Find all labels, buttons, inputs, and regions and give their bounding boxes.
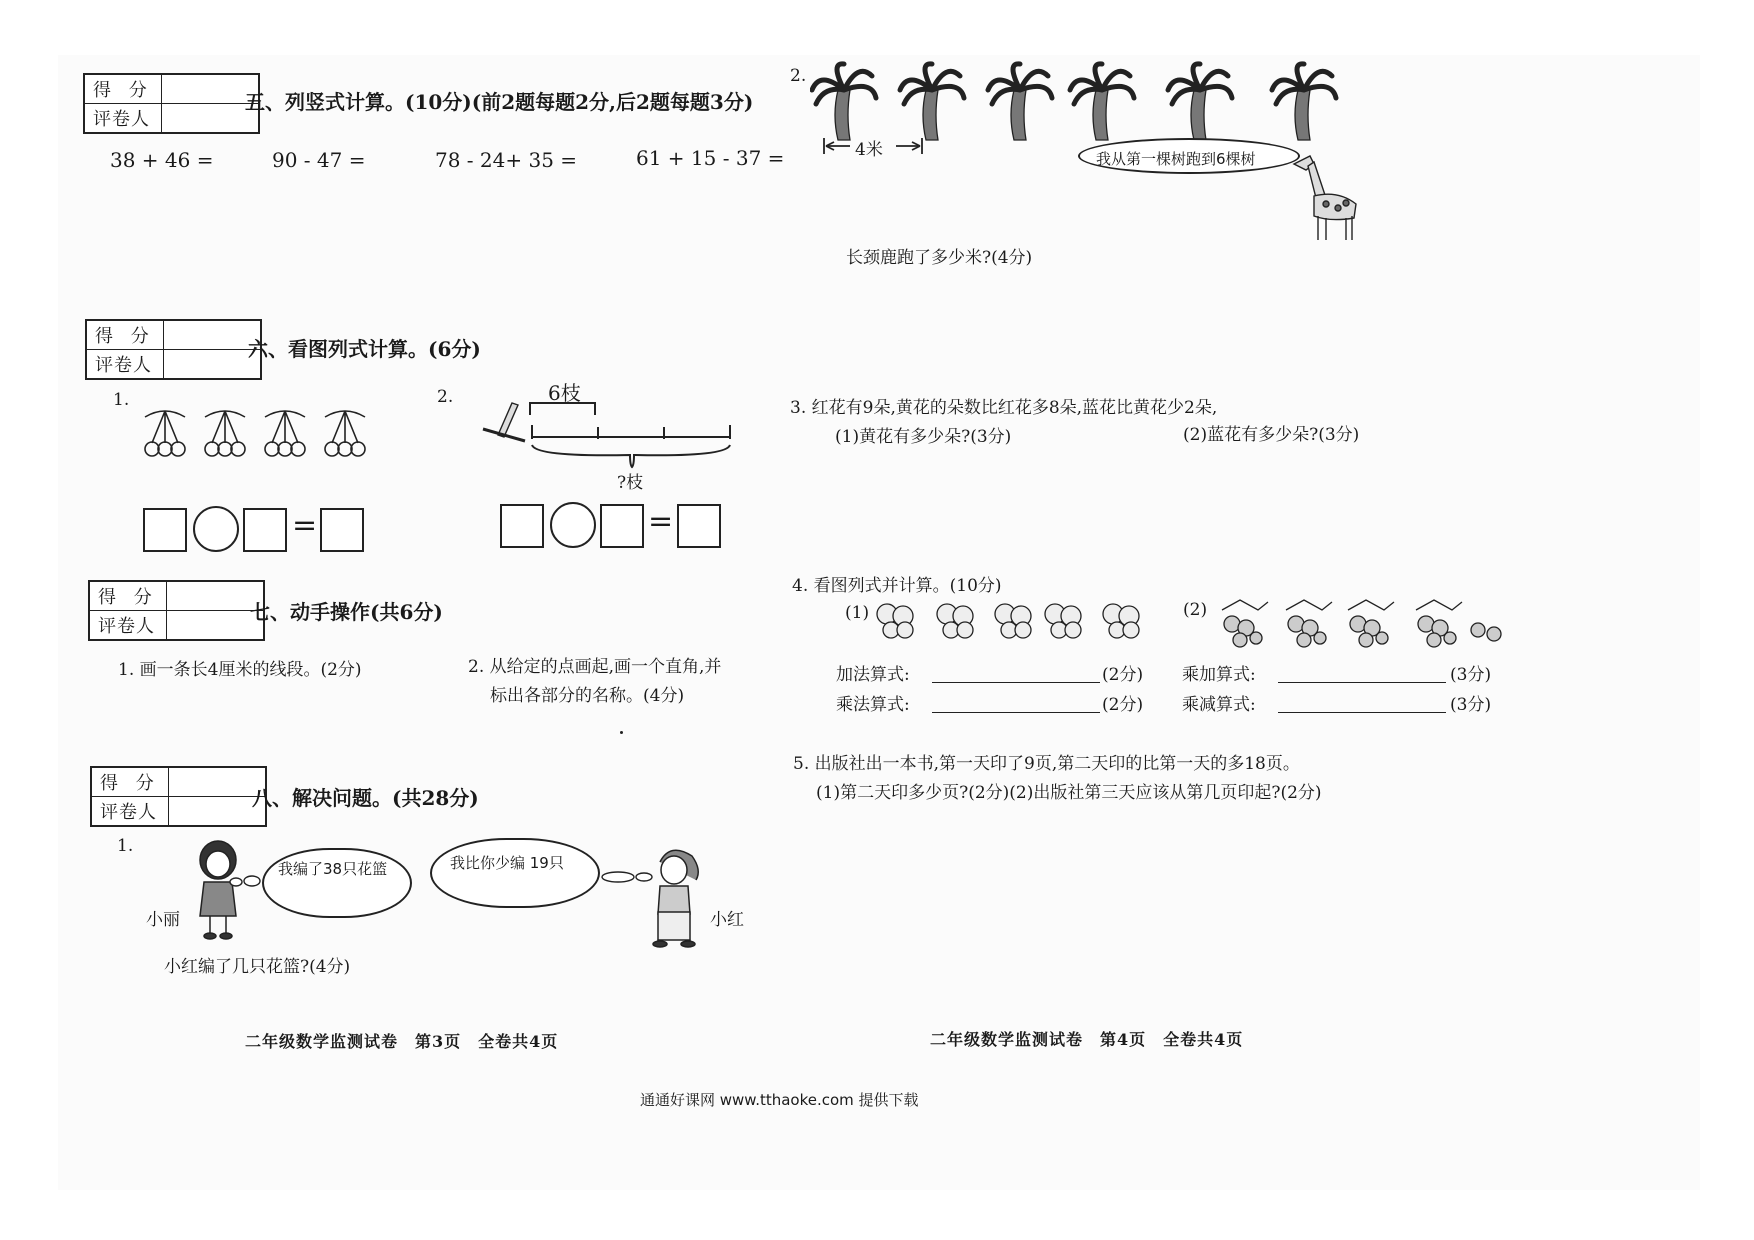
section7-title: 七、动手操作(共6分)	[250, 600, 443, 624]
palm-tree-icon	[1272, 64, 1336, 140]
butterfly-icon	[1045, 604, 1081, 638]
answer-box[interactable]	[600, 504, 644, 548]
butterfly-icon	[1103, 604, 1139, 638]
grader-label: 评卷人	[89, 611, 166, 641]
cherry-icon	[265, 411, 305, 456]
mul-formula-label: 乘法算式:	[836, 695, 910, 715]
mul-formula-blank[interactable]	[932, 712, 1100, 713]
palm-tree-icon	[1168, 64, 1232, 140]
answer-box[interactable]	[677, 504, 721, 548]
flower-bud-icon	[1487, 627, 1501, 641]
answer-box[interactable]	[320, 508, 364, 552]
palm-tree-icon	[812, 64, 876, 140]
operator-circle[interactable]	[193, 506, 239, 552]
section8-q1-question: 小红编了几只花篮?(4分)	[164, 957, 351, 977]
score-label: 得 分	[86, 320, 163, 350]
section7-q2-line1: 2. 从给定的点画起,画一个直角,并	[468, 657, 722, 677]
score-box-section8	[90, 766, 267, 827]
download-credit: 通通好课网 www.tthaoke.com 提供下载	[640, 1091, 919, 1109]
flower-icons	[1218, 598, 1510, 648]
muladd-formula-points: (3分)	[1450, 665, 1492, 685]
given-point[interactable]	[620, 731, 623, 734]
section6-q2-number: 2.	[437, 387, 454, 407]
q3-sub1: (1)黄花有多少朵?(3分)	[835, 427, 1012, 447]
cherry-icon	[325, 411, 365, 456]
palm-tree-icon	[988, 64, 1052, 140]
q2-question: 长颈鹿跑了多少米?(4分)	[846, 248, 1033, 268]
grader-blank[interactable]	[163, 350, 261, 380]
section5-problem-2: 90 - 47 =	[272, 148, 366, 172]
grader-label: 评卷人	[86, 350, 163, 380]
operator-circle[interactable]	[550, 502, 596, 548]
mulsub-formula-blank[interactable]	[1278, 712, 1446, 713]
butterfly-icon	[995, 604, 1031, 638]
giraffe-speech-bubble	[1078, 138, 1300, 174]
add-formula-points: (2分)	[1102, 665, 1144, 685]
score-box-section6	[85, 319, 262, 380]
flower-icon	[1222, 600, 1268, 647]
section5-problem-3: 78 - 24+ 35 =	[435, 148, 578, 172]
butterfly-icon	[937, 604, 973, 638]
giraffe-bubble-text: 我从第一棵树跑到6棵树	[1096, 150, 1256, 168]
equals-sign: =	[648, 504, 674, 539]
distance-label: 4米	[855, 140, 883, 160]
diagram-bottom-label: ?枝	[617, 473, 644, 493]
score-label: 得 分	[91, 767, 168, 797]
mul-formula-points: (2分)	[1102, 695, 1144, 715]
flower-icon	[1286, 600, 1332, 647]
answer-box[interactable]	[500, 504, 544, 548]
q5-text: 5. 出版社出一本书,第一天印了9页,第二天印的比第一天的多18页。	[793, 754, 1300, 774]
score-box-section5	[83, 73, 260, 134]
footer-right: 二年级数学监测试卷 第4页 全卷共4页	[930, 1030, 1244, 1049]
section7-q1: 1. 画一条长4厘米的线段。(2分)	[118, 660, 362, 680]
section6-q1-number: 1.	[113, 390, 130, 410]
girl-xiaohong-icon	[640, 842, 710, 950]
footer-left: 二年级数学监测试卷 第3页 全卷共4页	[245, 1032, 559, 1051]
q5-sub: (1)第二天印多少页?(2分)(2)出版社第三天应该从第几页印起?(2分)	[816, 783, 1322, 803]
flower-bud-icon	[1471, 623, 1485, 637]
palm-trees-row	[810, 60, 1350, 142]
girl-xiaohong-name: 小红	[710, 910, 744, 930]
palm-tree-icon	[900, 64, 964, 140]
flower-icon	[1348, 600, 1394, 647]
equals-sign: =	[292, 508, 318, 543]
section8-q1-number: 1.	[117, 836, 134, 856]
answer-box[interactable]	[243, 508, 287, 552]
speech-bubble-xiaohong	[430, 838, 600, 908]
cherry-icon	[145, 411, 185, 456]
muladd-formula-label: 乘加算式:	[1182, 665, 1256, 685]
answer-box[interactable]	[143, 508, 187, 552]
mulsub-formula-label: 乘减算式:	[1182, 695, 1256, 715]
girl-xiaoli-name: 小丽	[146, 910, 180, 930]
q4-sub1-label: (1)	[845, 603, 870, 623]
score-label: 得 分	[84, 74, 161, 104]
q3-sub2: (2)蓝花有多少朵?(3分)	[1183, 425, 1360, 445]
palm-tree-icon	[1070, 64, 1134, 140]
mulsub-formula-points: (3分)	[1450, 695, 1492, 715]
section7-q2-line2: 标出各部分的名称。(4分)	[490, 686, 685, 706]
speech-bubble-xiaoli	[262, 848, 412, 918]
grader-label: 评卷人	[91, 797, 168, 827]
cherry-icon	[205, 411, 245, 456]
grader-label: 评卷人	[84, 104, 161, 134]
section8-title: 八、解决问题。(共28分)	[252, 786, 479, 810]
bubble-xiaohong-text: 我比你少编 19只	[450, 854, 564, 872]
q2-number: 2.	[790, 66, 807, 86]
butterfly-icon	[877, 604, 913, 638]
cherry-icons	[140, 405, 375, 460]
q4-sub2-label: (2)	[1183, 600, 1208, 620]
q4-title: 4. 看图列式并计算。(10分)	[792, 576, 1002, 596]
score-blank[interactable]	[163, 320, 261, 350]
muladd-formula-blank[interactable]	[1278, 682, 1446, 683]
pencil-icon	[483, 403, 525, 441]
q3-text: 3. 红花有9朵,黄花的朵数比红花多8朵,蓝花比黄花少2朵,	[790, 398, 1218, 418]
flower-icon	[1416, 600, 1462, 647]
section5-problem-1: 38 + 46 =	[110, 148, 214, 172]
section5-title: 五、列竖式计算。(10分)(前2题每题2分,后2题每题3分)	[245, 90, 754, 114]
butterfly-icons	[875, 600, 1150, 642]
add-formula-blank[interactable]	[932, 682, 1100, 683]
giraffe-icon	[1290, 148, 1370, 243]
score-box-section7	[88, 580, 265, 641]
section5-problem-4: 61 + 15 - 37 =	[636, 146, 785, 170]
pencil-line-diagram	[480, 395, 745, 475]
top-bracket	[530, 403, 595, 415]
section6-title: 六、看图列式计算。(6分)	[248, 337, 481, 361]
diagram-top-label: 6枝	[548, 381, 581, 405]
bottom-brace	[532, 445, 730, 467]
bubble-xiaoli-text: 我编了38只花篮	[278, 860, 388, 878]
score-label: 得 分	[89, 581, 166, 611]
add-formula-label: 加法算式:	[836, 665, 910, 685]
